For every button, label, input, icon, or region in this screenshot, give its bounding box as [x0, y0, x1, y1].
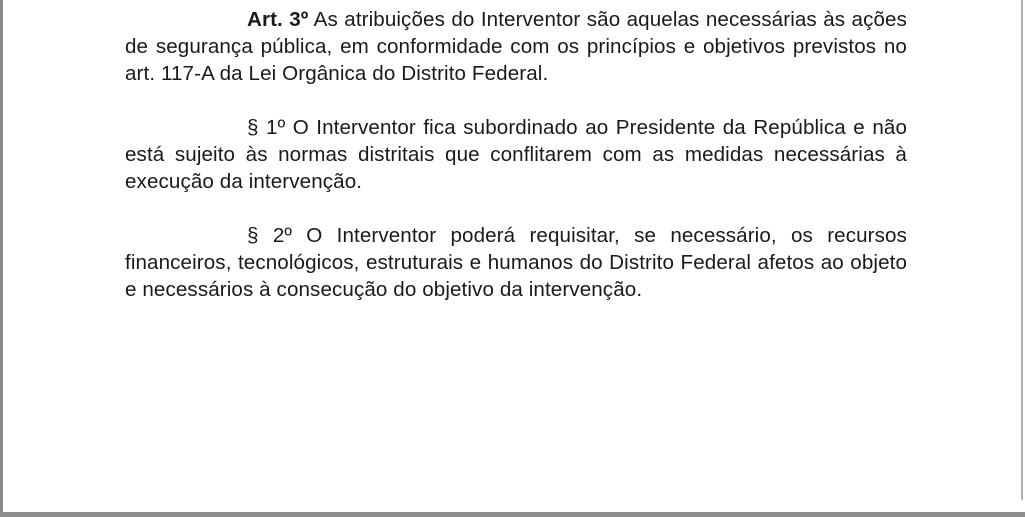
article-text: As atribuições do Interventor são aquelas necessárias às ações de segurança pública, em conformidade com os princípios e objetivos previstos no art. 117-A da Lei Orgânica do Distrito Federal.	[125, 8, 907, 85]
article-3-paragraph	[125, 6, 907, 87]
page-bottom-border	[0, 512, 1025, 517]
page-left-border	[0, 0, 3, 517]
document-body	[125, 6, 907, 330]
section-2-paragraph: § 2º O Interventor poderá requisitar, se necessário, os recursos financeiros, tecnológicos, estruturais e humanos do Distrito Federal afetos ao objeto e necessários à consecução do objetivo da intervenção.	[125, 224, 907, 301]
section-1-paragraph: § 1º O Interventor fica subordinado ao Presidente da República e não está sujeito às normas distritais que conflitarem com as medidas necessárias à execução da intervenção.	[125, 116, 907, 193]
page-right-border	[1021, 0, 1023, 500]
article-label: Art. 3º	[247, 8, 309, 31]
